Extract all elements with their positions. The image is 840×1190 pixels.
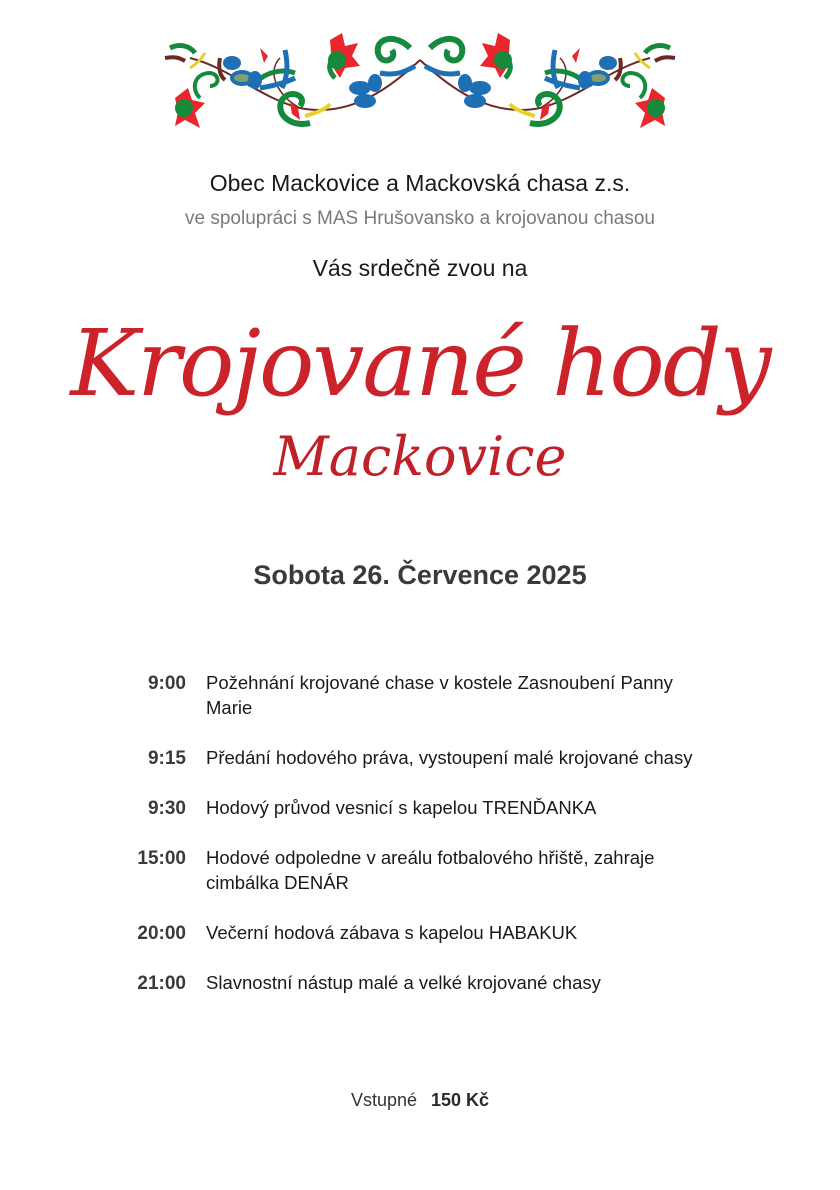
schedule-text: Požehnání krojované chase v kostele Zasnoubení Panny Marie (206, 672, 673, 718)
schedule-item (120, 670, 720, 720)
folk-floral-ornament-icon (160, 28, 680, 133)
admission-label: Vstupné (350, 1090, 417, 1110)
invite-text: Vás srdečně zvou na (312, 255, 528, 281)
admission (0, 1090, 840, 1111)
schedule-text: Hodový průvod vesnicí s kapelou TRENĎANKA (206, 797, 597, 818)
schedule-item (120, 745, 720, 770)
organizers-text: Obec Mackovice a Mackovská chasa z.s. (209, 170, 631, 196)
schedule-time: 21:00 (137, 973, 186, 994)
schedule-time: 9:30 (147, 798, 186, 819)
schedule-item (120, 920, 720, 945)
schedule-list (120, 670, 720, 1020)
schedule-text: Slavnostní nástup malé a velké krojované chasy (206, 972, 601, 993)
schedule-item (120, 795, 720, 820)
schedule-text: Večerní hodová zábava s kapelou HABAKUK (206, 922, 578, 943)
schedule-time: 15:00 (137, 848, 186, 869)
schedule-time: 9:00 (147, 673, 186, 694)
schedule-text: Předání hodového práva, vystoupení malé krojované chasy (206, 747, 693, 768)
schedule-time: 20:00 (137, 923, 186, 944)
schedule-item (120, 845, 720, 895)
collaboration-text: ve spolupráci s MAS Hrušovansko a krojovanou chasou (185, 208, 655, 229)
event-date: Sobota 26. Července 2025 (253, 560, 587, 590)
event-title: Krojované hody (70, 310, 770, 417)
event-place: Mackovice (273, 425, 567, 488)
schedule-time: 9:15 (147, 748, 186, 769)
schedule-item (120, 970, 720, 995)
schedule-text: Hodové odpoledne v areálu fotbalového hřiště, zahraje cimbálka DENÁR (206, 847, 655, 893)
admission-price: 150 Kč (431, 1090, 490, 1110)
